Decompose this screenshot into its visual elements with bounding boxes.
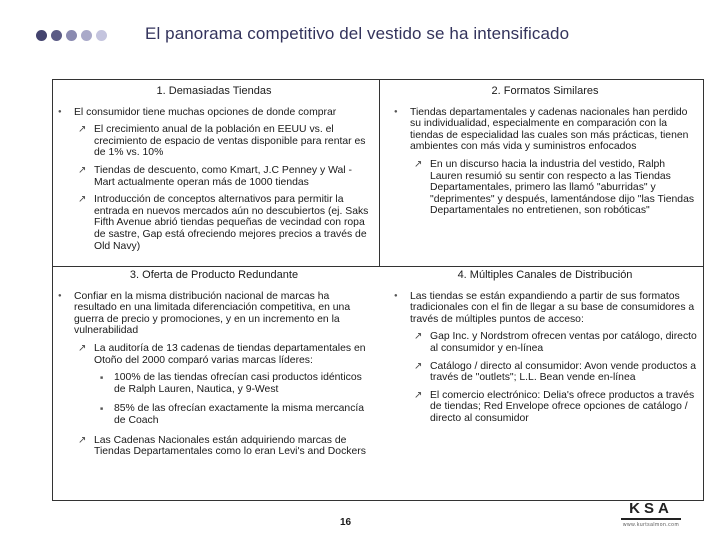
sub-sub-bullet: ■ 100% de las tiendas ofrecían casi productos idénticos de Ralph Lauren, Nautica, y 9-West: [56, 372, 372, 395]
section-heading: 3. Oferta de Producto Redundante: [129, 269, 299, 281]
sub-bullet: ↗ Catálogo / directo al consumidor: Avon vende productos a través de "outlets"; L.L. Bean vende en-línea: [392, 361, 698, 384]
dot-4: [81, 30, 92, 41]
sub-sub-bullet: ■ 85% de las ofrecían exactamente la misma mercancía de Coach: [56, 403, 372, 426]
logo-subtext: www.kurtsalmon.com: [622, 522, 680, 528]
section-heading: 1. Demasiadas Tiendas: [156, 85, 272, 97]
sub-bullet: ↗ Las Cadenas Nacionales están adquiriendo marcas de Tiendas Departamentales como lo eran Levi's and Dockers: [56, 435, 372, 458]
logo-rule: [621, 518, 681, 520]
dot-5: [96, 30, 107, 41]
section-oferta-redundante: [56, 270, 372, 464]
dot-1: [36, 30, 47, 41]
decorative-dots: [36, 30, 107, 41]
bullet: ● El consumidor tiene muchas opciones de donde comprar: [56, 107, 372, 119]
sub-bullet: ↗ En un discurso hacia la industria del vestido, Ralph Lauren resumió su sentir con respecto a las Tiendas Departamentales, primero las llamó "aburridas" y "deprimentes" y después, lamentándose dijo "las Tiendas Departamentales no entretienen, son robóticas": [392, 159, 698, 217]
sub-bullet: ↗ El comercio electrónico: Delia's ofrece productos a través de tiendas; Red Envelope ofrece opciones de catálogo / directo al consumidor: [392, 390, 698, 425]
sub-bullet: ↗ La auditoría de 13 cadenas de tiendas departamentales en Otoño del 2000 comparó varias marcas líderes:: [56, 343, 372, 366]
ksa-logo: [621, 500, 681, 528]
horizontal-divider: [52, 266, 704, 267]
dot-3: [66, 30, 77, 41]
section-demasiadas-tiendas: [56, 86, 372, 258]
sub-bullet: ↗ Introducción de conceptos alternativos para permitir la entrada en nuevos mercados aún no descubiertos (ej. Saks Fifth Avenue abrió tiendas pequeñas de vecindad con ropa de sastre, Gap está ofreciendo mejores precios a través de Old Navy): [56, 194, 372, 252]
logo-text: KSA: [629, 500, 673, 517]
bullet: ● Confiar en la misma distribución nacional de marcas ha resultado en una limitada diferenciación competitiva, en una guerra de precio y promociones, y en un incremento en la vulnerabilidad: [56, 291, 372, 337]
section-heading: 4. Múltiples Canales de Distribución: [457, 269, 633, 281]
page-number: 16: [340, 517, 352, 528]
section-multiples-canales: [392, 270, 698, 431]
bullet: ● Las tiendas se están expandiendo a partir de sus formatos tradicionales con el fin de llegar a su base de consumidores a través de múltiples puntos de acceso:: [392, 291, 698, 326]
section-heading: 2. Formatos Similares: [491, 85, 599, 97]
bullet: ● Tiendas departamentales y cadenas nacionales han perdido su individualidad, especialmente en comparación con la tiendas de especialidad las cuales son más prácticas, tienen ambientes con más vida y suministros enfocados: [392, 107, 698, 153]
section-formatos-similares: [392, 86, 698, 223]
page-title: El panorama competitivo del vestido se ha intensificado: [145, 24, 570, 43]
sub-bullet: ↗ Tiendas de descuento, como Kmart, J.C Penney y Wal -Mart actualmente operan más de 1000 tiendas: [56, 165, 372, 188]
vertical-divider: [379, 79, 380, 267]
sub-bullet: ↗ Gap Inc. y Nordstrom ofrecen ventas por catálogo, directo al consumidor y en-línea: [392, 331, 698, 354]
dot-2: [51, 30, 62, 41]
sub-bullet: ↗ El crecimiento anual de la población en EEUU vs. el crecimiento de espacio de ventas disponible para rentar es de 1% vs. 10%: [56, 124, 372, 159]
